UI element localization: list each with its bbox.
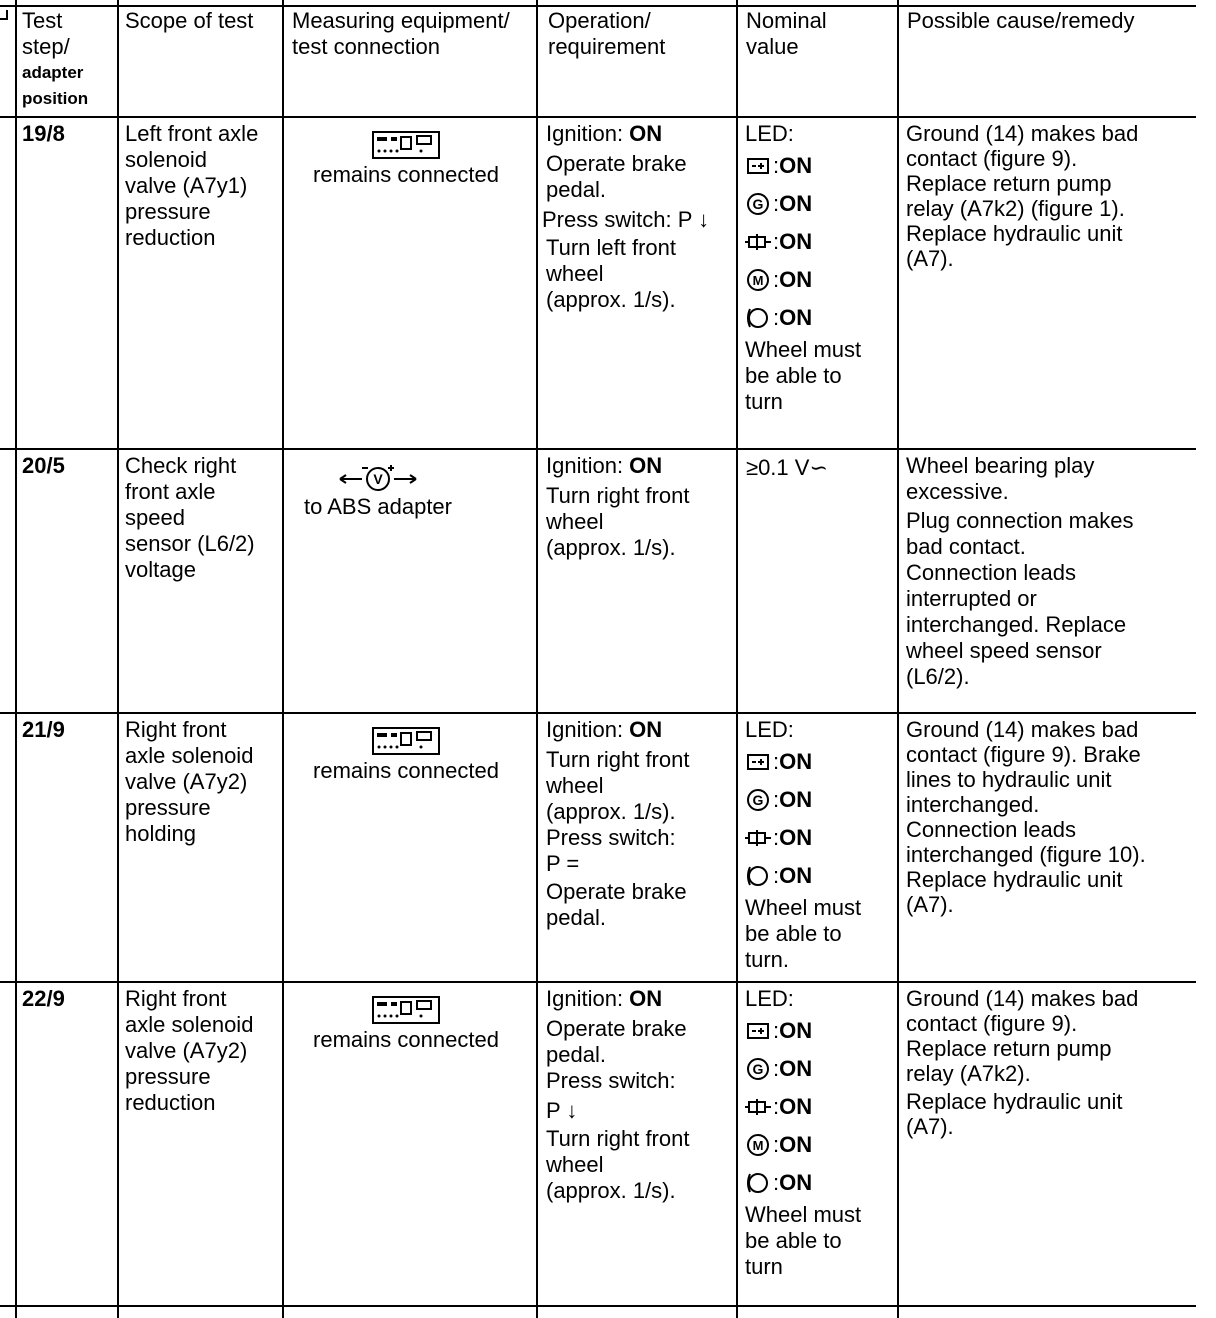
scope-line: axle solenoid — [125, 1012, 254, 1037]
led-row: : ON — [745, 857, 861, 895]
cause-line: excessive. — [906, 479, 1009, 504]
scope-line: pressure — [125, 199, 211, 224]
step-number: 19/8 — [22, 121, 65, 146]
cause-cell — [906, 986, 1138, 1139]
op-line: wheel — [546, 509, 604, 534]
op-line: (approx. 1/s). — [546, 799, 676, 824]
cause-line: interchanged. — [906, 792, 1040, 817]
header-test-step — [22, 8, 88, 112]
scope-cell — [125, 453, 255, 583]
op-line: Operate brake — [546, 879, 687, 904]
ignition-line — [546, 717, 689, 743]
led-state: ON — [779, 1132, 813, 1157]
scope-line: axle solenoid — [125, 743, 254, 768]
ignition-label: Ignition: — [546, 453, 630, 478]
svg-text:G: G — [752, 196, 764, 212]
cause-line: contact (figure 9). — [906, 146, 1078, 171]
scope-line: valve (A7y1) — [125, 173, 248, 198]
row-divider — [0, 712, 1196, 714]
op-line: Operate brake — [546, 151, 687, 176]
header-nominal — [746, 8, 827, 60]
tester-device-icon — [371, 130, 441, 160]
led-state: ON — [779, 1056, 813, 1081]
scope-cell — [125, 717, 253, 847]
cause-line: Ground (14) makes bad — [906, 717, 1139, 742]
scope-line: holding — [125, 821, 196, 846]
nominal-line: be able to — [745, 921, 842, 946]
equipment-cell — [286, 126, 526, 188]
cause-line: contact (figure 9). — [906, 1011, 1078, 1036]
tester-device-icon — [371, 995, 441, 1025]
ignition-line — [546, 121, 709, 147]
op-line: Press switch: — [546, 825, 676, 850]
led-state: ON — [779, 749, 813, 774]
op-line: Turn right front — [546, 1126, 690, 1151]
valve-icon — [745, 1097, 771, 1117]
svg-text:V: V — [373, 471, 383, 487]
step-number: 20/5 — [22, 453, 65, 478]
scope-line: Check right — [125, 453, 237, 478]
op-line: wheel — [546, 261, 604, 286]
ignition-value: ON — [629, 986, 663, 1011]
cause-cell — [906, 121, 1138, 271]
op-line: Turn right front — [546, 483, 690, 508]
nominal-cell — [745, 121, 861, 415]
g-circle-icon — [746, 788, 770, 812]
col-divider — [282, 0, 284, 1318]
header-text: step/ — [22, 34, 70, 59]
ignition-value: ON — [629, 717, 663, 742]
cause-line: Ground (14) makes bad — [906, 121, 1139, 146]
header-text: adapter — [22, 63, 84, 82]
equipment-text: remains connected — [313, 162, 499, 187]
equipment-cell — [286, 458, 470, 520]
led-row: : ON — [745, 819, 861, 857]
row-divider — [0, 1305, 1196, 1307]
nominal-cell — [746, 455, 828, 481]
cause-line: interchanged. Replace — [906, 612, 1127, 637]
led-row: G : ON — [745, 185, 861, 223]
led-label: LED: — [745, 121, 794, 146]
svg-text:G: G — [752, 1061, 764, 1077]
header-text: Nominal — [746, 8, 827, 33]
scope-line: pressure — [125, 1064, 211, 1089]
svg-text:G: G — [752, 792, 764, 808]
ignition-line — [546, 453, 689, 479]
battery-icon — [746, 752, 770, 772]
cause-line: Replace hydraulic unit — [906, 1089, 1123, 1114]
nominal-cell — [745, 717, 861, 973]
op-line: (approx. 1/s). — [546, 1178, 676, 1203]
cause-cell — [906, 717, 1146, 917]
wheel-icon — [746, 1171, 770, 1195]
equipment-cell — [286, 722, 526, 784]
battery-icon — [746, 156, 770, 176]
led-state: ON — [779, 825, 813, 850]
op-line: pedal. — [546, 1042, 606, 1067]
operation-cell — [542, 121, 710, 313]
row-divider — [0, 448, 1196, 450]
op-line: pedal. — [546, 905, 606, 930]
scope-line: Left front axle — [125, 121, 259, 146]
header-text: position — [22, 89, 89, 108]
nominal-line: Wheel must — [745, 1202, 862, 1227]
cause-line: Replace return pump — [906, 1036, 1112, 1061]
led-row: G : ON — [745, 781, 861, 819]
col-divider — [117, 0, 119, 1318]
header-text: test connection — [292, 34, 440, 59]
scope-line: speed — [125, 505, 185, 530]
g-circle-icon — [746, 192, 770, 216]
cause-line: bad contact. — [906, 534, 1026, 559]
led-state: ON — [779, 229, 813, 254]
cause-line: Connection leads — [906, 817, 1077, 842]
header-equipment — [292, 8, 510, 60]
ignition-line — [546, 986, 689, 1012]
op-line: P ↓ — [546, 1098, 578, 1123]
led-state: ON — [779, 191, 813, 216]
nominal-line: be able to — [745, 1228, 842, 1253]
led-label: LED: — [745, 986, 794, 1011]
header-text: Possible cause/remedy — [907, 8, 1135, 33]
scope-cell — [125, 986, 253, 1116]
scope-line: valve (A7y2) — [125, 769, 248, 794]
m-circle-icon — [746, 1133, 770, 1157]
led-label: LED: — [745, 717, 794, 742]
margin-mark — [6, 10, 8, 20]
cause-line: (A7). — [906, 1114, 954, 1139]
nominal-line: turn. — [745, 947, 790, 972]
led-state: ON — [779, 1094, 813, 1119]
led-state: ON — [779, 153, 813, 178]
led-row: : ON — [745, 743, 861, 781]
voltmeter-icon — [338, 462, 418, 492]
header-operation — [548, 8, 665, 60]
led-row: M : ON — [745, 261, 861, 299]
ignition-label: Ignition: — [546, 986, 630, 1011]
cause-line: relay (A7k2) (figure 1). — [906, 196, 1125, 221]
led-state: ON — [779, 267, 813, 292]
op-line: Press switch: P ↓ — [542, 207, 710, 232]
cause-line: contact (figure 9). Brake — [906, 742, 1141, 767]
cause-line: Plug connection makes — [906, 508, 1134, 533]
row-divider — [0, 981, 1196, 983]
op-line: wheel — [546, 1152, 604, 1177]
cause-line: (A7). — [906, 246, 954, 271]
header-text: Measuring equipment/ — [292, 8, 510, 33]
scope-line: voltage — [125, 557, 196, 582]
cause-line: Replace hydraulic unit — [906, 867, 1123, 892]
scope-line: sensor (L6/2) — [125, 531, 255, 556]
row-divider — [0, 5, 1196, 7]
led-state: ON — [779, 1170, 813, 1195]
ignition-value: ON — [629, 453, 663, 478]
op-line: pedal. — [546, 177, 606, 202]
led-state: ON — [779, 787, 813, 812]
scope-line: pressure — [125, 795, 211, 820]
operation-cell — [546, 717, 689, 931]
scope-line: Right front — [125, 986, 227, 1011]
cause-line: lines to hydraulic unit — [906, 767, 1112, 792]
col-divider — [15, 0, 17, 1318]
equipment-text: remains connected — [313, 758, 499, 783]
op-line: wheel — [546, 773, 604, 798]
nominal-line: turn — [745, 1254, 783, 1279]
m-circle-icon — [746, 268, 770, 292]
nominal-value: ≥0.1 V∽ — [746, 455, 828, 480]
led-row: : ON — [745, 147, 861, 185]
wheel-icon — [746, 864, 770, 888]
wheel-icon — [746, 306, 770, 330]
led-state: ON — [779, 863, 813, 888]
cause-cell — [906, 453, 1133, 690]
scope-line: valve (A7y2) — [125, 1038, 248, 1063]
cause-line: interchanged (figure 10). — [906, 842, 1146, 867]
op-line: P = — [546, 851, 580, 876]
cause-line: Replace return pump — [906, 171, 1112, 196]
scope-line: front axle — [125, 479, 216, 504]
header-text: Operation/ — [548, 8, 651, 33]
ignition-label: Ignition: — [546, 717, 630, 742]
header-cause — [907, 8, 1134, 34]
valve-icon — [745, 232, 771, 252]
cause-line: wheel speed sensor — [906, 638, 1102, 663]
scope-line: reduction — [125, 1090, 216, 1115]
cause-line: Replace hydraulic unit — [906, 221, 1123, 246]
col-divider — [736, 0, 738, 1318]
op-line: Operate brake — [546, 1016, 687, 1041]
nominal-cell — [745, 986, 861, 1280]
op-line: Turn right front — [546, 747, 690, 772]
ignition-label: Ignition: — [546, 121, 630, 146]
equipment-text: to ABS adapter — [304, 494, 452, 519]
header-scope — [125, 8, 253, 34]
led-row: : ON — [745, 1164, 861, 1202]
operation-cell — [546, 986, 689, 1204]
led-row: G : ON — [745, 1050, 861, 1088]
led-row: M : ON — [745, 1126, 861, 1164]
led-state: ON — [779, 1018, 813, 1043]
cause-line: interrupted or — [906, 586, 1037, 611]
valve-icon — [745, 828, 771, 848]
equipment-cell — [286, 991, 526, 1053]
header-text: Test — [22, 8, 63, 33]
nominal-line: Wheel must — [745, 337, 862, 362]
nominal-line: Wheel must — [745, 895, 862, 920]
col-divider — [897, 0, 899, 1318]
led-row: : ON — [745, 223, 861, 261]
scope-line: reduction — [125, 225, 216, 250]
equipment-text: remains connected — [313, 1027, 499, 1052]
scope-line: Right front — [125, 717, 227, 742]
scope-cell — [125, 121, 258, 251]
led-row: : ON — [745, 1012, 861, 1050]
scope-line: solenoid — [125, 147, 207, 172]
header-text: requirement — [548, 34, 666, 59]
led-state: ON — [779, 305, 813, 330]
step-number: 21/9 — [22, 717, 65, 742]
step-number: 22/9 — [22, 986, 65, 1011]
g-circle-icon — [746, 1057, 770, 1081]
battery-icon — [746, 1021, 770, 1041]
tester-device-icon — [371, 726, 441, 756]
cause-line: (A7). — [906, 892, 954, 917]
operation-cell — [546, 453, 689, 561]
nominal-line: be able to — [745, 363, 842, 388]
cause-line: (L6/2). — [906, 664, 970, 689]
led-row: : ON — [745, 299, 861, 337]
col-divider — [536, 0, 538, 1318]
svg-text:M: M — [752, 1138, 764, 1153]
cause-line: Connection leads — [906, 560, 1077, 585]
op-line: Turn left front — [546, 235, 677, 260]
cause-line: Wheel bearing play — [906, 453, 1095, 478]
op-line: (approx. 1/s). — [546, 287, 676, 312]
nominal-line: turn — [745, 389, 783, 414]
ignition-value: ON — [629, 121, 663, 146]
header-text: value — [746, 34, 799, 59]
cause-line: relay (A7k2). — [906, 1061, 1031, 1086]
header-text: Scope of test — [125, 8, 254, 33]
led-row: : ON — [745, 1088, 861, 1126]
op-line: (approx. 1/s). — [546, 535, 676, 560]
cause-line: Ground (14) makes bad — [906, 986, 1139, 1011]
svg-text:M: M — [752, 273, 764, 288]
op-line: Press switch: — [546, 1068, 676, 1093]
row-divider — [0, 116, 1196, 118]
